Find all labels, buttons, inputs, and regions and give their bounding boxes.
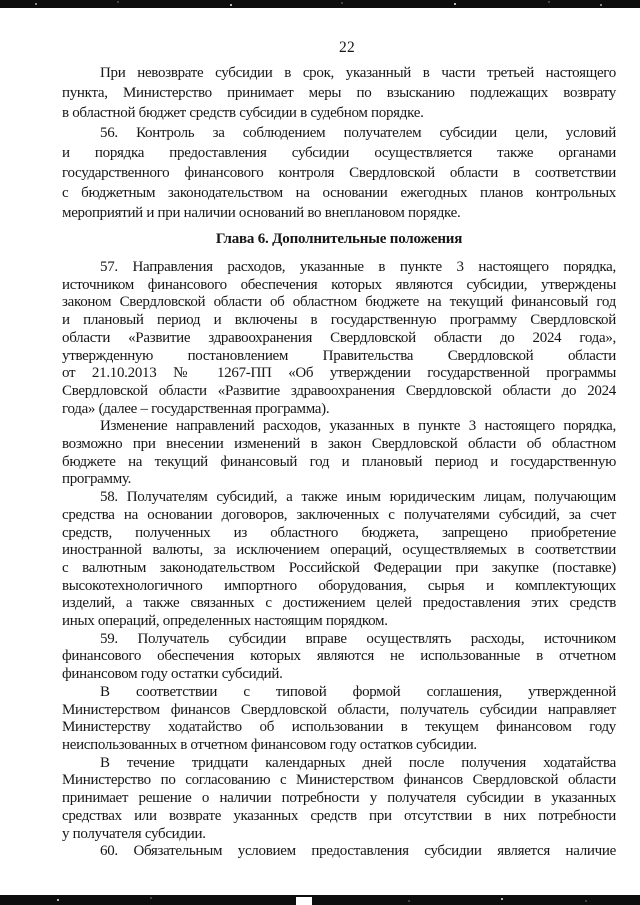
- text-line: программу.: [62, 471, 132, 488]
- paragraph: [62, 755, 616, 844]
- paragraph: [62, 684, 616, 755]
- scan-edge-artifact-top: [0, 0, 640, 8]
- chapter-heading: Глава 6. Дополнительные положения: [215, 231, 463, 247]
- text-line: При невозврате субсидии в срок, указанный в части третьей настоящего: [100, 65, 616, 81]
- paragraph: [62, 843, 616, 861]
- text-line: пункта, Министерство принимает меры по взысканию подлежащих возврату: [62, 85, 616, 101]
- text-line: законом Свердловской области об областном бюджете на текущий финансовый год: [62, 294, 616, 311]
- text-line: с бюджетным законодательством на основании ежегодных планов контрольных: [62, 185, 616, 201]
- text-line: финансовом году остатки субсидий.: [62, 666, 283, 683]
- text-line: неиспользованных в отчетном финансовом году остатков субсидии.: [62, 736, 477, 753]
- text-line: источником финансового обеспечения которых являются субсидии, утверждены: [62, 276, 616, 293]
- paragraph: [62, 418, 616, 489]
- text-line: В соответствии с типовой формой соглашения, утвержденной: [100, 683, 616, 700]
- text-line: 60. Обязательным условием предоставления субсидии является наличие: [100, 843, 616, 860]
- text-line: 58. Получателям субсидий, а также иным юридическим лицам, получающим: [100, 489, 616, 506]
- text-line: финансового обеспечения которых являются не использованные в отчетном: [62, 648, 616, 665]
- text-line: 56. Контроль за соблюдением получателем субсидии цели, условий: [100, 125, 616, 141]
- text-line: Изменение направлений расходов, указанных в пункте 3 настоящего порядка,: [100, 418, 616, 435]
- text-line: Министерству ходатайство об использовании в текущем финансовом году: [62, 719, 616, 736]
- scan-edge-notch: [296, 897, 312, 905]
- text-line: иностранной валюты, за исключением операций, осуществляемых в соответствии: [62, 542, 616, 559]
- text-line: от 21.10.2013 № 1267-ПП «Об утверждении государственной программы: [62, 365, 616, 382]
- text-line: В течение тридцати календарных дней после получения ходатайства: [100, 754, 616, 771]
- text-line: средствах или возврате указанных средств при отсутствии в них потребности: [62, 807, 616, 824]
- text-line: Свердловской области «Развитие здравоохранения Свердловской области до 2024: [62, 382, 616, 399]
- text-line: 57. Направления расходов, указанные в пункте 3 настоящего порядка,: [100, 259, 616, 275]
- text-line: 59. Получатель субсидии вправе осуществлять расходы, источником: [100, 630, 616, 647]
- text-line: средства на основании договоров, заключенных с получателями субсидий, за счет: [62, 506, 616, 523]
- paragraph: [62, 631, 616, 684]
- text-line: принимает решение о наличии потребности у получателя субсидии в указанных: [62, 790, 616, 807]
- text-line: Министерство по согласованию с Министерством финансов Свердловской области: [62, 772, 616, 789]
- text-line: с валютным законодательством Российской Федерации при закупке (поставке): [62, 559, 616, 576]
- text-line: области «Развитие здравоохранения Свердловской области до 2024 года»,: [62, 329, 616, 346]
- document-content: [62, 38, 616, 861]
- paragraph: [62, 63, 616, 123]
- text-line: высокотехнологичного импортного оборудования, сырья и комплектующих: [62, 577, 616, 594]
- text-line: утвержденную постановлением Правительства Свердловской области: [62, 347, 616, 364]
- text-line: иных операций, определенных настоящим порядком.: [62, 613, 388, 630]
- text-line: Министерством финансов Свердловской области, получатель субсидии направляет: [62, 701, 616, 718]
- text-line: и порядка предоставления субсидии осуществляется также органами: [62, 145, 616, 161]
- text-line: государственного финансового контроля Свердловской области в соответствии: [62, 165, 616, 181]
- text-line: средств, полученных из областного бюджета, запрещено приобретение: [62, 524, 616, 541]
- page-number: 22: [339, 39, 355, 56]
- scan-edge-artifact-bottom: [0, 895, 640, 905]
- text-line: мероприятий и при наличии оснований во внеплановом порядке.: [62, 205, 461, 221]
- text-line: изделий, а также связанных с достижением целей предоставления этих средств: [62, 595, 616, 612]
- text-line: у получателя субсидии.: [62, 825, 206, 842]
- paragraph: [62, 489, 616, 631]
- paragraph: [62, 123, 616, 223]
- text-line: года» (далее – государственная программа).: [62, 400, 330, 417]
- text-line: возможно при внесении изменений в закон Свердловской области об областном: [62, 436, 616, 453]
- paragraph: [62, 259, 616, 418]
- text-line: в областной бюджет средств субсидии в судебном порядке.: [62, 105, 424, 121]
- text-line: и плановый период и включены в государственную программу Свердловской: [62, 312, 616, 329]
- text-blocks: [62, 63, 616, 861]
- text-line: бюджете на текущий финансовый год и плановый период и государственную: [62, 453, 616, 470]
